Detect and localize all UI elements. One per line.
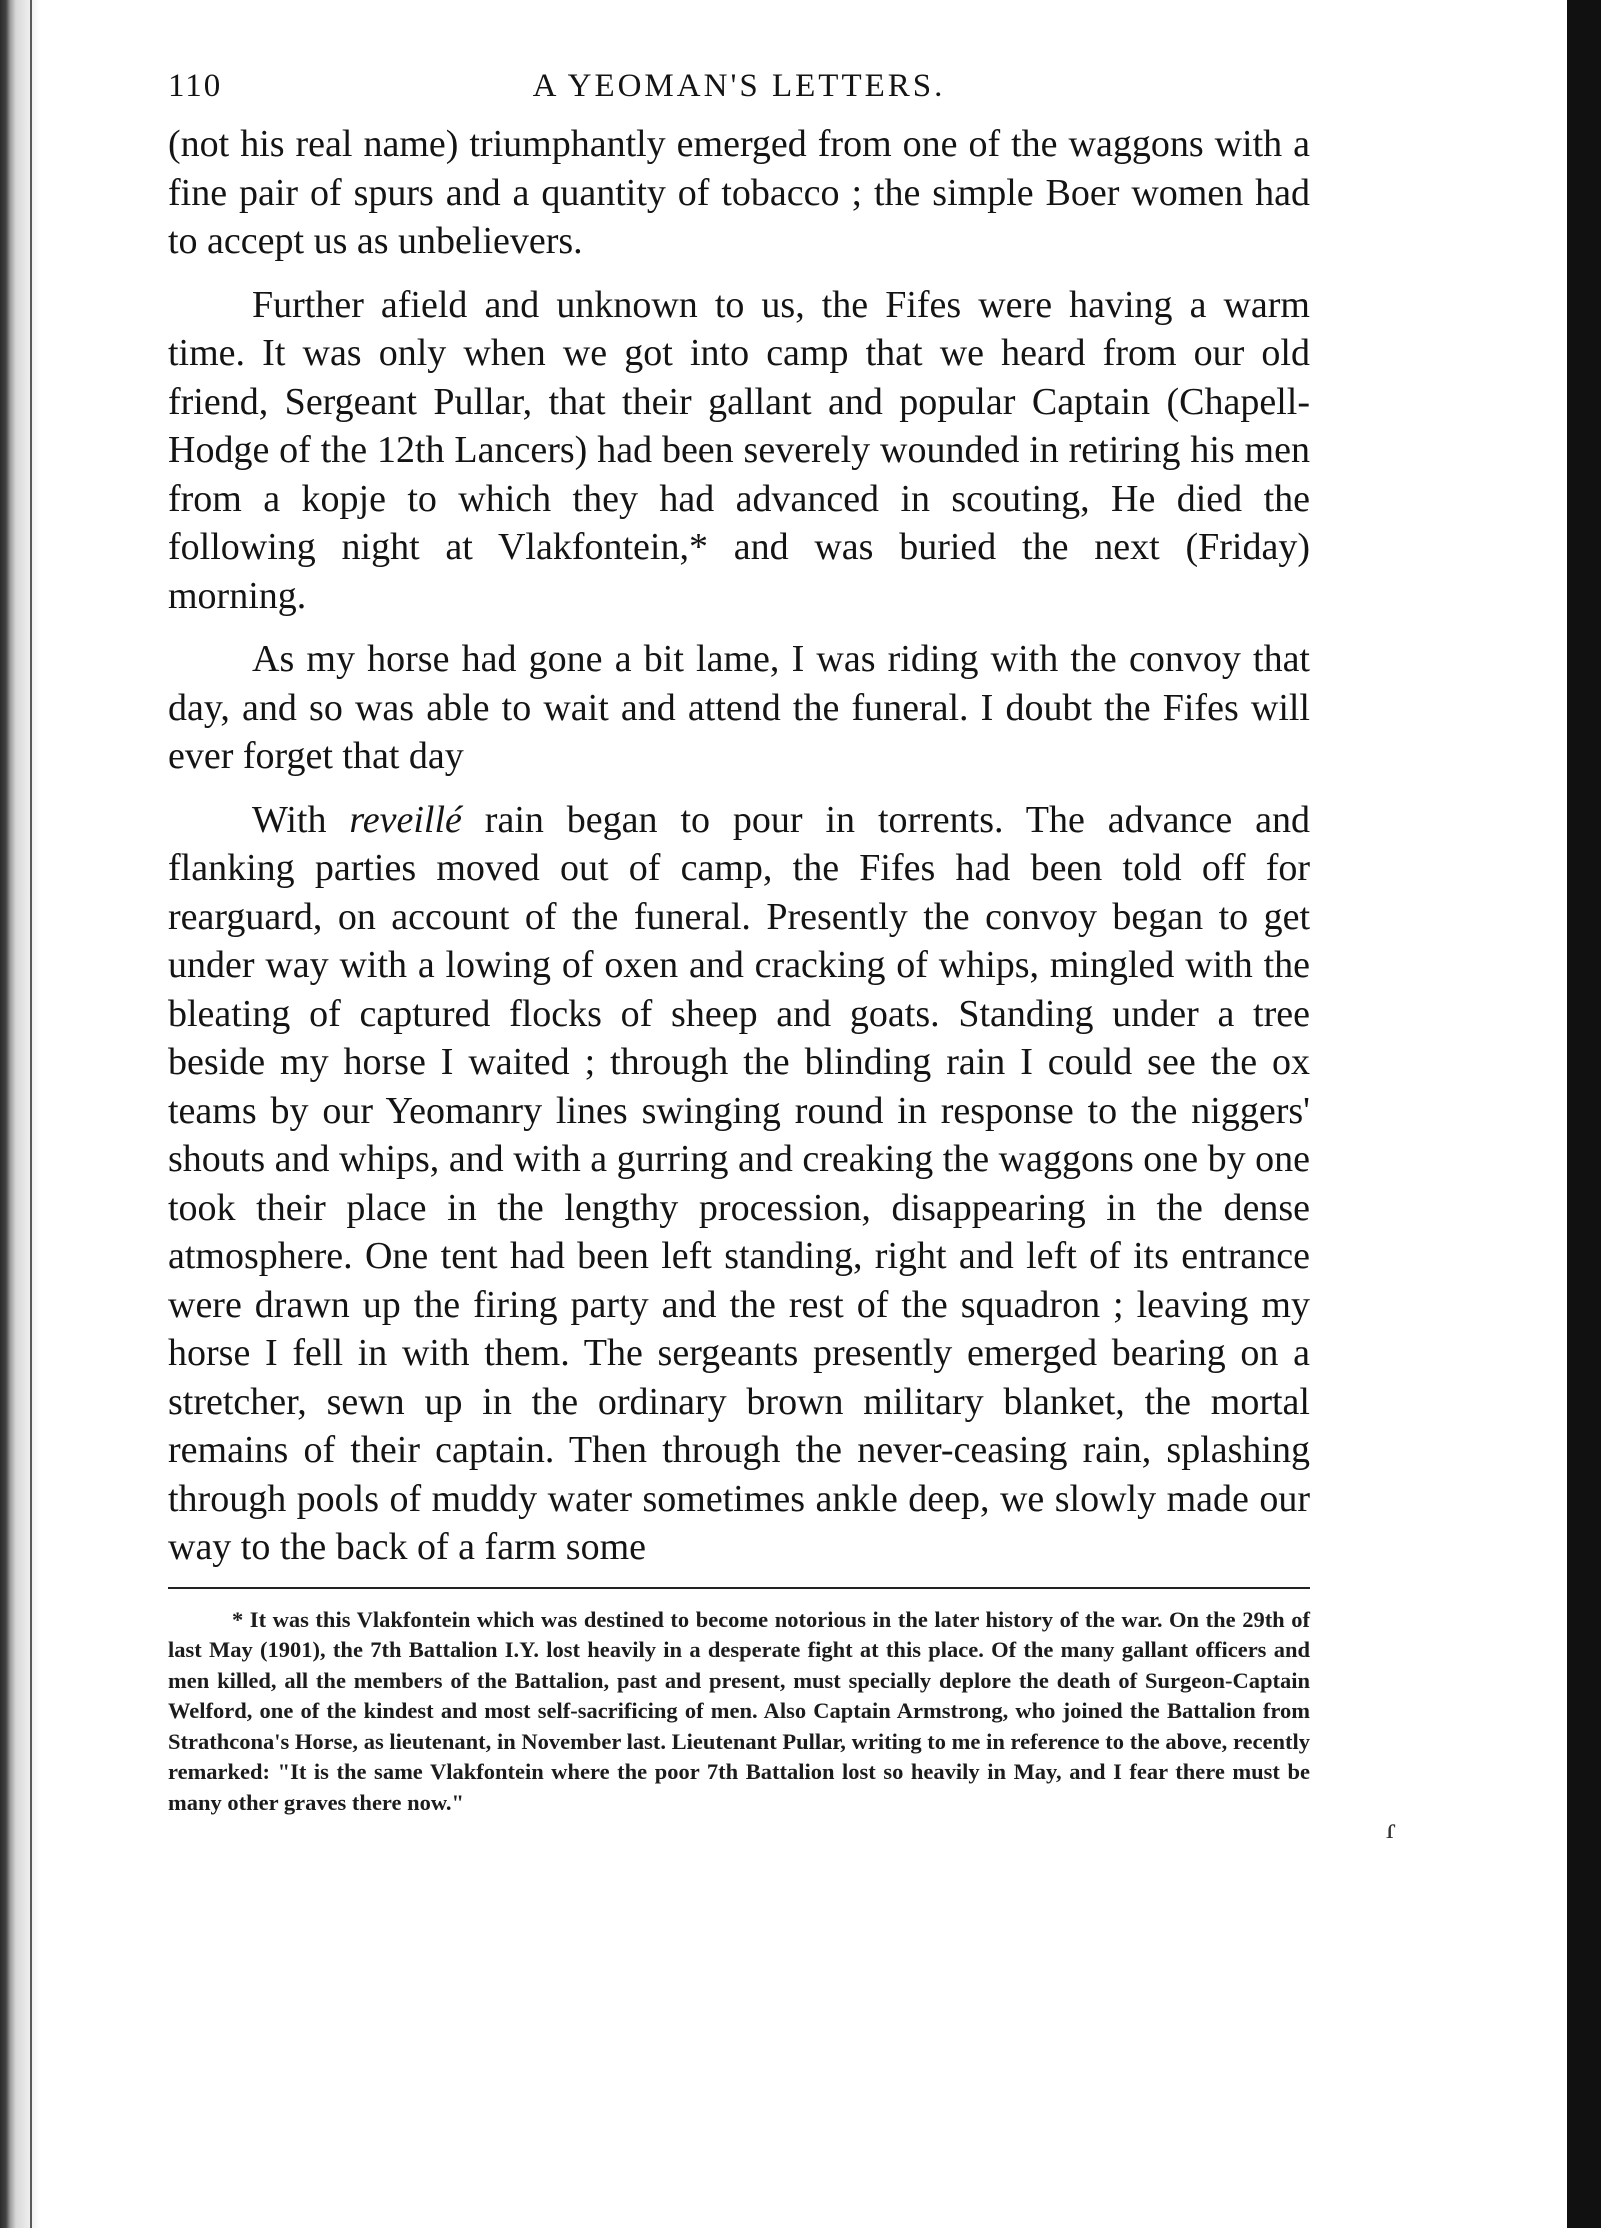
footnote bbox=[168, 1605, 1310, 1819]
paragraph-4-lead: With bbox=[252, 798, 350, 841]
footnote-text: * It was this Vlakfontein which was destined to become notorious in the later history of the war. On the 29th of last May (1901), the 7th Battalion I.Y. lost heavily in a desperate fight at this place. Of the many gallant officers and men killed, all the members of the Battalion, past and present, must specially deplore the death of Surgeon-Captain Welford, one of the kindest and most self-sacrificing of men. Also Captain Armstrong, who joined the Battalion from Strathcona's Horse, as lieutenant, in November last. Lieutenant Pullar, writing to me in reference to the above, recently remarked: "It is the same Vlakfontein where the poor 7th Battalion lost so heavily in May, and I fear there must be many other graves there now." bbox=[168, 1606, 1310, 1816]
margin-mark: ɾ bbox=[1386, 1812, 1396, 1845]
scan-edge-right bbox=[1567, 0, 1601, 2228]
footnote-rule bbox=[168, 1587, 1310, 1589]
paragraph-4-text: rain began to pour in torrents. The advance and flanking parties moved out of camp, the Fifes had been told off for rearguard, on account of the funeral. Presently the convoy began to get under way with a lowing of oxen and cracking of whips, mingled with the bleating of captured flocks of sheep and goats. Standing under a tree beside my horse I waited ; through the blinding rain I could see the ox teams by our Yeomanry lines swinging round in response to the niggers' shouts and whips, and with a gurring and creaking the waggons one by one took their place in the lengthy procession, disappearing in the dense atmosphere. One tent had been left standing, right and left of its entrance were drawn up the firing party and the rest of the squadron ; leaving my horse I fell in with them. The sergeants presently emerged bearing on a stretcher, sewn up in the ordinary brown military blanket, the mortal remains of their captain. Then through the never-ceasing rain, splashing through pools of muddy water sometimes ankle deep, we slowly made our way to the back of a farm some bbox=[168, 798, 1310, 1568]
scan-edge-left bbox=[0, 0, 40, 2228]
running-title: A YEOMAN'S LETTERS. bbox=[532, 68, 946, 104]
paragraph-4 bbox=[168, 796, 1310, 1572]
paragraph-1: (not his real name) triumphantly emerged from one of the waggons with a fine pair of spurs and a quantity of tobacco ; the simple Boer women had to accept us as unbelievers. bbox=[168, 123, 1310, 262]
running-head bbox=[168, 40, 1310, 120]
page-number: 110 bbox=[168, 68, 223, 104]
paragraph-2: Further afield and unknown to us, the Fifes were having a warm time. It was only when we got into camp that we heard from our old friend, Sergeant Pullar, that their gallant and popular Captain (Chapell-Hodge of the 12th Lancers) had been severely wounded in retiring his men from a kopje to which they had advanced in scouting, He died the following night at Vlakfontein,* and was buried the next (Friday) morning. bbox=[168, 283, 1310, 617]
italic-reveille: reveillé bbox=[349, 798, 462, 841]
book-page bbox=[168, 40, 1310, 1819]
body-text bbox=[168, 120, 1310, 1572]
scan-edge-line bbox=[30, 0, 32, 2228]
paragraph-3: As my horse had gone a bit lame, I was riding with the convoy that day, and so was able to wait and attend the funeral. I doubt the Fifes will ever forget that day bbox=[168, 638, 1310, 777]
